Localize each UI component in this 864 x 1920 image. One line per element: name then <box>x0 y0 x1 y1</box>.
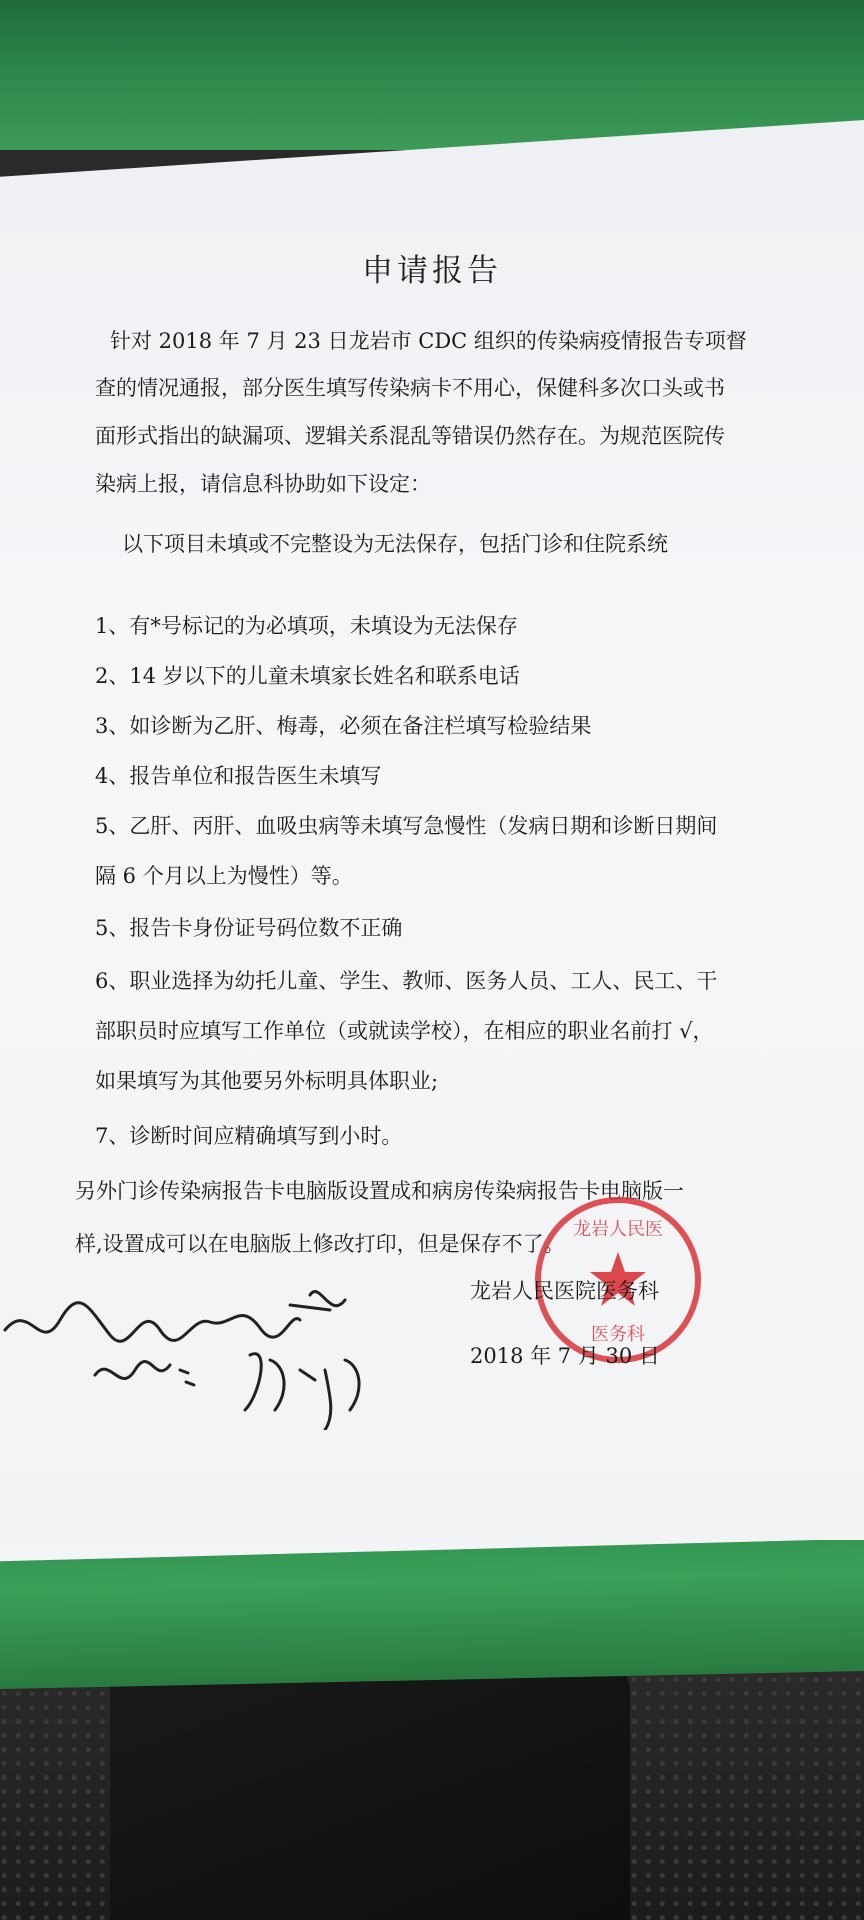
footer-note-line: 样,设置成可以在电脑版上修改打印，但是保存不了。 <box>75 1232 565 1256</box>
document-title: 申请报告 <box>362 253 502 289</box>
list-item: 如果填写为其他要另外标明具体职业; <box>95 1069 439 1093</box>
intro-line: 染病上报，请信息科协助如下设定： <box>95 472 431 496</box>
subheading: 以下项目未填或不完整设为无法保存，包括门诊和住院系统 <box>122 532 668 556</box>
intro-line: 查的情况通报，部分医生填写传染病卡不用心，保健科多次口头或书 <box>95 376 725 400</box>
footer-note-line: 另外门诊传染病报告卡电脑版设置成和病房传染病报告卡电脑版一 <box>75 1179 684 1203</box>
list-item: 5、乙肝、丙肝、血吸虫病等未填写急慢性（发病日期和诊断日期间 <box>95 814 718 838</box>
list-item: 6、职业选择为幼托儿童、学生、教师、医务人员、工人、民工、干 <box>95 969 718 993</box>
list-item: 4、报告单位和报告医生未填写 <box>95 764 382 788</box>
svg-text:龙岩人民医: 龙岩人民医 <box>573 1219 663 1240</box>
list-item: 部职员时应填写工作单位（或就读学校），在相应的职业名前打 √， <box>95 1019 714 1043</box>
list-item: 5、报告卡身份证号码位数不正确 <box>95 916 403 940</box>
list-item: 1、有*号标记的为必填项，未填设为无法保存 <box>95 614 518 638</box>
intro-line: 面形式指出的缺漏项、逻辑关系混乱等错误仍然存在。为规范医院传 <box>95 424 725 448</box>
signature-department: 龙岩人民医院医务科 <box>470 1279 659 1303</box>
signature-date: 2018 年 7 月 30 日 <box>470 1344 660 1368</box>
green-table-top <box>0 0 864 150</box>
list-item: 3、如诊断为乙肝、梅毒，必须在备注栏填写检验结果 <box>95 714 592 738</box>
list-item: 2、14 岁以下的儿童未填家长姓名和联系电话 <box>95 664 520 688</box>
handwritten-signature <box>0 1260 430 1430</box>
list-item: 隔 6 个月以上为慢性）等。 <box>95 864 353 888</box>
shoe-shadow <box>110 1660 630 1920</box>
intro-line: 针对 2018 年 7 月 23 日龙岩市 CDC 组织的传染病疫情报告专项督 <box>110 329 747 353</box>
list-item: 7、诊断时间应精确填写到小时。 <box>95 1124 403 1148</box>
svg-text:医务科: 医务科 <box>591 1324 645 1345</box>
